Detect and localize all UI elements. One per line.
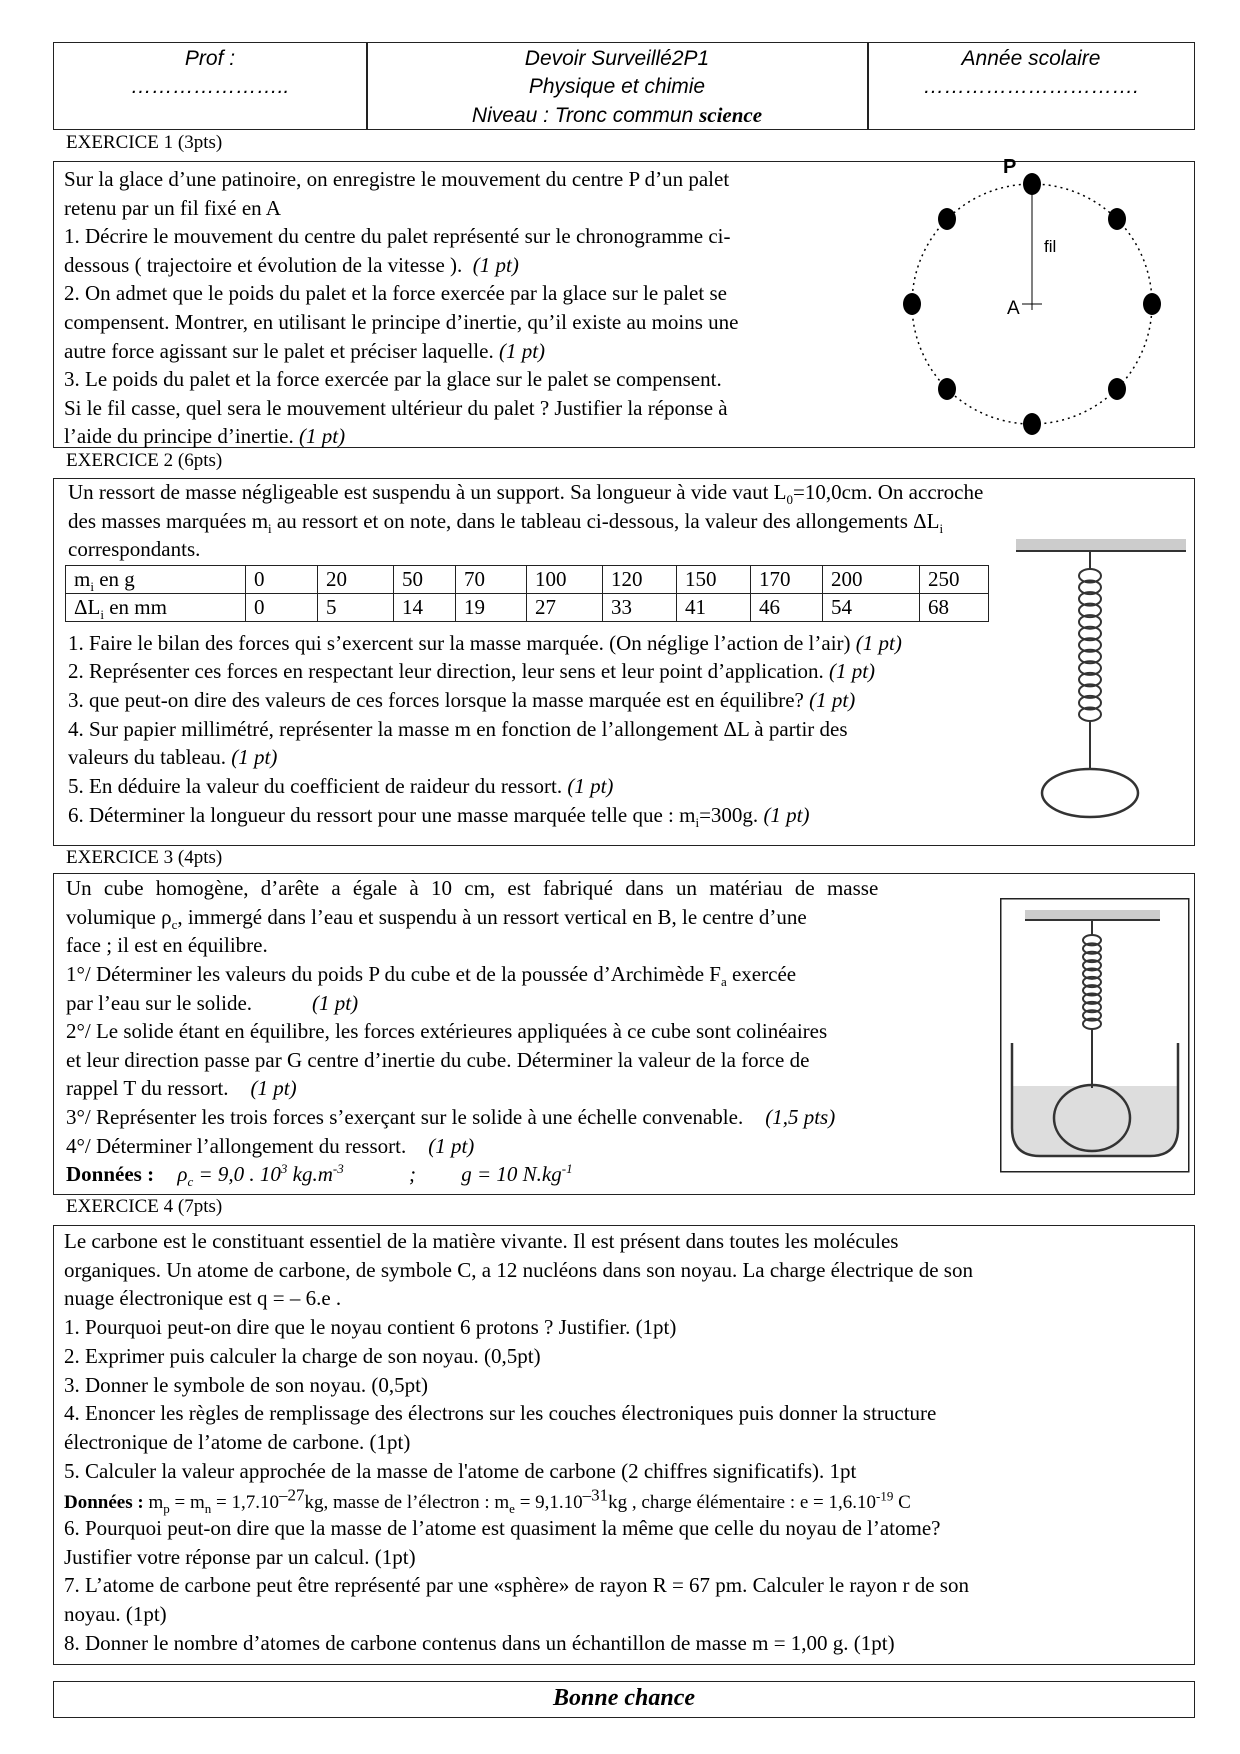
exercise-1-label: EXERCICE 1 (3pts) — [66, 132, 223, 153]
table-cell: 41 — [677, 594, 751, 622]
exercise-2-label: EXERCICE 2 (6pts) — [66, 450, 223, 471]
table-cell: 50 — [394, 566, 456, 594]
ex3-line: et leur direction passe par G centre d’inertie du cube. Déterminer la valeur de la force de — [66, 1048, 810, 1072]
ex1-line: 2. On admet que le poids du palet et la force exercée par la glace sur le palet se — [64, 281, 727, 305]
row-label: $\Delta L_i$ en mm — [66, 594, 246, 622]
exercise-1-box — [53, 157, 1195, 448]
table-cell: 200 — [823, 566, 920, 594]
ex1-line: Sur la glace d’une patinoire, on enregistre le mouvement du centre P d’un palet — [64, 167, 730, 191]
ex4-line: électronique de l’atome de carbone. (1pt) — [64, 1429, 411, 1454]
prof-label: Prof : — [184, 47, 236, 70]
ex4-line: Le carbone est le constituant essentiel de la matière vivante. Il est présent dans toutes les molécules — [64, 1229, 899, 1253]
table-cell: 0 — [246, 566, 318, 594]
table-cell: 20 — [318, 566, 394, 594]
ex4-line: 3. Donner le symbole de son noyau. (0,5pt) — [64, 1372, 428, 1397]
header-prof — [54, 45, 366, 101]
header-year — [868, 45, 1194, 101]
ex4-line: nuage électronique est q = – 6.e . — [64, 1286, 342, 1311]
subject: Physique et chimie — [528, 75, 706, 98]
table-cell: 100 — [527, 566, 603, 594]
ex4-line: organiques. Un atome de carbone, de symbole C, a 12 nucléons dans son noyau. La charge électrique de son — [64, 1257, 973, 1282]
ex3-line: 4°/ Déterminer l’allongement du ressort. (1 pt) — [66, 1134, 475, 1158]
exercise-3-label: EXERCICE 3 (4pts) — [66, 847, 223, 868]
ex4-line: 8. Donner le nombre d’atomes de carbone contenus dans un échantillon de masse m = 1,00 g. (1pt) — [64, 1630, 895, 1655]
table-cell: 46 — [751, 594, 823, 622]
ex1-line: autre force agissant sur le palet et préciser laquelle. (1 pt) — [64, 339, 546, 363]
chronogram-figure — [889, 157, 1189, 447]
ex4-line: 7. L’atome de carbone peut être représenté par une «sphère» de rayon R = 67 pm. Calculer le rayon r de son — [64, 1573, 969, 1598]
ex2-intro-line: correspondants. — [68, 537, 201, 561]
ex1-line: compensent. Montrer, en utilisant le principe d’inertie, qu’il existe au moins une — [64, 310, 739, 334]
ex3-line: rappel T du ressort. (1 pt) — [66, 1076, 297, 1100]
table-cell: 0 — [246, 594, 318, 622]
ex2-intro-line: Un ressort de masse négligeable est suspendu à un support. Sa longueur à vide vaut $L_0=10,0cm$. On accroche — [68, 480, 984, 508]
ex4-line: Justifier votre réponse par un calcul. (1pt) — [64, 1544, 416, 1569]
table-cell: 150 — [677, 566, 751, 594]
ex2-question: 5. En déduire la valeur du coefficient de raideur du ressort. (1 pt) — [68, 774, 614, 798]
header-title-cell — [367, 45, 867, 130]
ex2-question: 2. Représenter ces forces en respectant leur direction, leur sens et leur point d’application. (1 pt) — [68, 659, 876, 683]
good-luck: Bonne chance — [552, 1685, 695, 1711]
ex4-line: noyau. (1pt) — [64, 1602, 167, 1627]
ex1-line: 1. Décrire le mouvement du centre du palet représenté sur le chronogramme ci- — [64, 224, 731, 248]
ex1-line: l’aide du principe d’inertie. (1 pt) — [64, 424, 346, 448]
table-row-masses — [66, 566, 989, 594]
row-label: $m_i$ en g — [66, 566, 246, 594]
ex1-line: dessous ( trajectoire et évolution de la vitesse ). (1 pt) — [64, 253, 519, 277]
footer-box — [53, 1681, 1195, 1718]
ex3-line: face ; il est en équilibre. — [66, 933, 268, 957]
ex2-question: 3. que peut-on dire des valeurs de ces forces lorsque la masse marquée est en équilibre? (1 pt) — [68, 688, 856, 712]
table-cell: 70 — [456, 566, 527, 594]
ex4-line: 4. Enoncer les règles de remplissage des électrons sur les couches électroniques puis donner la structure — [64, 1401, 937, 1426]
level: Niveau : Tronc commun science — [471, 103, 763, 127]
ex3-line: 3°/ Représenter les trois forces s’exerçant sur le solide à une échelle convenable. (1,5 pts) — [66, 1105, 836, 1129]
table-cell: 33 — [603, 594, 677, 622]
ex1-line: Si le fil casse, quel sera le mouvement ultérieur du palet ? Justifier la réponse à — [64, 396, 728, 420]
ex4-line: 2. Exprimer puis calculer la charge de son noyau. (0,5pt) — [64, 1343, 541, 1368]
table-cell: 54 — [823, 594, 920, 622]
point-p-label: P — [1003, 157, 1017, 178]
ex4-line: 1. Pourquoi peut-on dire que le noyau contient 6 protons ? Justifier. (1pt) — [64, 1315, 677, 1340]
table-cell: 250 — [920, 566, 989, 594]
ex2-question: 6. Déterminer la longueur du ressort pour une masse marquée telle que : $m_i=300g$. (1 pt) — [68, 803, 810, 831]
table-cell: 120 — [603, 566, 677, 594]
spring-mass-figure — [1010, 535, 1190, 825]
table-cell: 170 — [751, 566, 823, 594]
ex4-line: 6. Pourquoi peut-on dire que la masse de l’atome est quasiment la même que celle du noyau de l’atome? — [64, 1516, 941, 1540]
ex3-line: par l’eau sur le solide. (1 pt) — [66, 991, 359, 1015]
ex4-data: Données : $m_p = m_n = 1,7.10^{-27}kg$, masse de l’électron : $m_e = 9,1.10^{-31}kg$ , charge élémentaire : $e = 1,6.10^{-19}$ C — [64, 1485, 911, 1517]
ex2-question: 4. Sur papier millimétré, représenter la masse m en fonction de l’allongement ΔL à partir des — [68, 717, 848, 741]
table-cell: 5 — [318, 594, 394, 622]
ex2-intro-line: des masses marquées $m_i$ au ressort et on note, dans le tableau ci-dessous, la valeur des allongements $\Delta L_i$ — [68, 509, 944, 537]
ex1-line: retenu par un fil fixé en A — [64, 196, 281, 220]
ex4-line: 5. Calculer la valeur approchée de la masse de l'atome de carbone (2 chiffres significatifs). 1pt — [64, 1458, 857, 1483]
ex3-line: 1°/ Déterminer les valeurs du poids P du cube et de la poussée d’Archimède $F_a$ exercée — [66, 962, 797, 990]
year-dots: …………………………. — [923, 75, 1139, 98]
table-cell: 19 — [456, 594, 527, 622]
ex3-data: Données : $\rho_c = 9,0$ . $10^3$ $kg.m^{-3}$ ; g = 10 $N.kg^{-1}$ — [66, 1161, 573, 1190]
year-label: Année scolaire — [961, 47, 1101, 70]
ex3-line: Un cube homogène, d’arête a égale à 10 cm, est fabriqué dans un matériau de masse — [66, 876, 879, 900]
table-cell: 27 — [527, 594, 603, 622]
ex3-line: volumique $\rho_c$, immergé dans l’eau et suspendu à un ressort vertical en B, le centre d’une — [66, 905, 807, 933]
point-a-label: A — [1007, 298, 1020, 319]
ex2-question: valeurs du tableau. (1 pt) — [68, 745, 278, 769]
table-cell: 14 — [394, 594, 456, 622]
exam-title: Devoir Surveillé2P1 — [524, 47, 710, 70]
ex1-line: 3. Le poids du palet et la force exercée par la glace sur le palet se compensent. — [64, 367, 722, 391]
prof-dots: ………………….. — [130, 75, 290, 98]
ex2-question: 1. Faire le bilan des forces qui s’exercent sur la masse marquée. (On néglige l’action de l’air) (1 pt) — [68, 631, 902, 655]
table-cell: 68 — [920, 594, 989, 622]
exercise-4-label: EXERCICE 4 (7pts) — [66, 1196, 223, 1217]
ex3-line: 2°/ Le solide étant en équilibre, les forces extérieures appliquées à ce cube sont colinéaires — [66, 1019, 828, 1043]
fil-label: fil — [1044, 237, 1057, 256]
mass-elongation-table — [65, 565, 989, 622]
submerged-cube-figure — [1000, 898, 1190, 1173]
table-row-elongations — [66, 594, 989, 622]
header-table — [53, 42, 1195, 130]
